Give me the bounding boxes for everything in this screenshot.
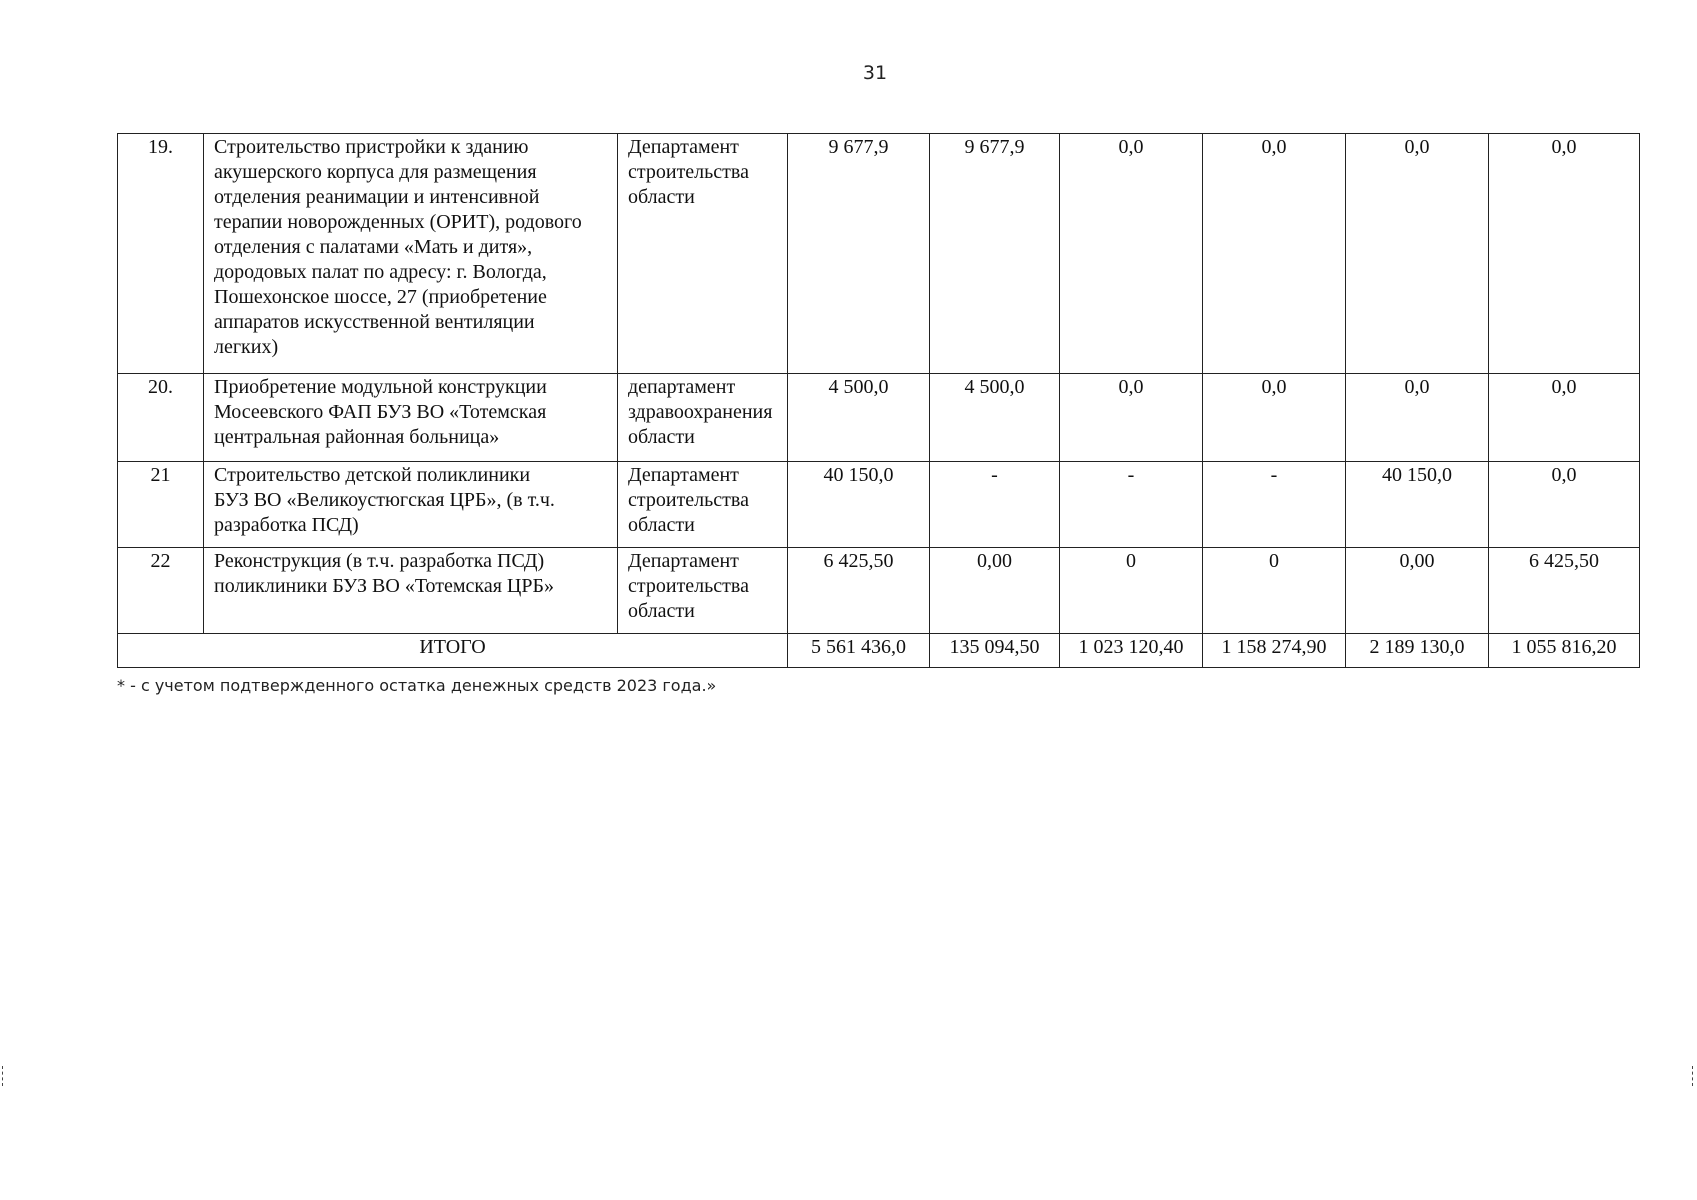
row-name: Приобретение модульной конструкции Мосеевского ФАП БУЗ ВО «Тотемская центральная районная больница»: [204, 374, 618, 462]
row-value: 9 677,9: [788, 134, 930, 374]
row-department: департамент здравоохранения области: [618, 374, 788, 462]
row-value: 4 500,0: [788, 374, 930, 462]
row-value: 0,0: [1060, 134, 1203, 374]
total-row: [118, 634, 1640, 668]
total-label: ИТОГО: [118, 634, 788, 668]
total-value: 1 055 816,20: [1489, 634, 1640, 668]
row-value: 0: [1203, 548, 1346, 634]
row-value: 9 677,9: [930, 134, 1060, 374]
table-row: [118, 548, 1640, 634]
scan-edge-mark-left: [2, 1066, 4, 1086]
row-value: 4 500,0: [930, 374, 1060, 462]
row-value: -: [1203, 462, 1346, 548]
row-value: 6 425,50: [1489, 548, 1640, 634]
total-value: 1 023 120,40: [1060, 634, 1203, 668]
footnote: * - с учетом подтвержденного остатка денежных средств 2023 года.»: [117, 676, 717, 695]
total-value: 135 094,50: [930, 634, 1060, 668]
table-row: [118, 374, 1640, 462]
row-value: 0,0: [1489, 134, 1640, 374]
row-value: 0,0: [1203, 374, 1346, 462]
total-value: 5 561 436,0: [788, 634, 930, 668]
budget-table: [117, 133, 1640, 668]
row-department: Департамент строительства области: [618, 134, 788, 374]
row-value: 0,0: [1346, 374, 1489, 462]
page-number: 31: [862, 62, 888, 84]
row-department: Департамент строительства области: [618, 548, 788, 634]
total-value: 2 189 130,0: [1346, 634, 1489, 668]
row-department: Департамент строительства области: [618, 462, 788, 548]
row-value: 0,00: [930, 548, 1060, 634]
row-index: 19.: [118, 134, 204, 374]
row-value: 40 150,0: [1346, 462, 1489, 548]
row-index: 21: [118, 462, 204, 548]
row-value: 0,0: [1489, 462, 1640, 548]
row-index: 22: [118, 548, 204, 634]
row-value: 0,00: [1346, 548, 1489, 634]
row-value: 40 150,0: [788, 462, 930, 548]
table-row: [118, 462, 1640, 548]
row-name: Строительство пристройки к зданию акушерского корпуса для размещения отделения реанимации и интенсивной терапии новорожденных (ОРИТ), родового отделения с палатами «Мать и дитя», дородовых палат по адресу: г. Вологда, Пошехонское шоссе, 27 (приобретение аппаратов искусственной вентиляции легких): [204, 134, 618, 374]
table-row: [118, 134, 1640, 374]
row-value: 0,0: [1060, 374, 1203, 462]
row-index: 20.: [118, 374, 204, 462]
row-value: 0,0: [1203, 134, 1346, 374]
row-name: Строительство детской поликлиники БУЗ ВО «Великоустюгская ЦРБ», (в т.ч. разработка ПСД): [204, 462, 618, 548]
row-name: Реконструкция (в т.ч. разработка ПСД) поликлиники БУЗ ВО «Тотемская ЦРБ»: [204, 548, 618, 634]
row-value: 6 425,50: [788, 548, 930, 634]
row-value: 0,0: [1489, 374, 1640, 462]
row-value: 0: [1060, 548, 1203, 634]
row-value: 0,0: [1346, 134, 1489, 374]
row-value: -: [1060, 462, 1203, 548]
scan-edge-mark-right: [1692, 1066, 1694, 1086]
total-value: 1 158 274,90: [1203, 634, 1346, 668]
row-value: -: [930, 462, 1060, 548]
